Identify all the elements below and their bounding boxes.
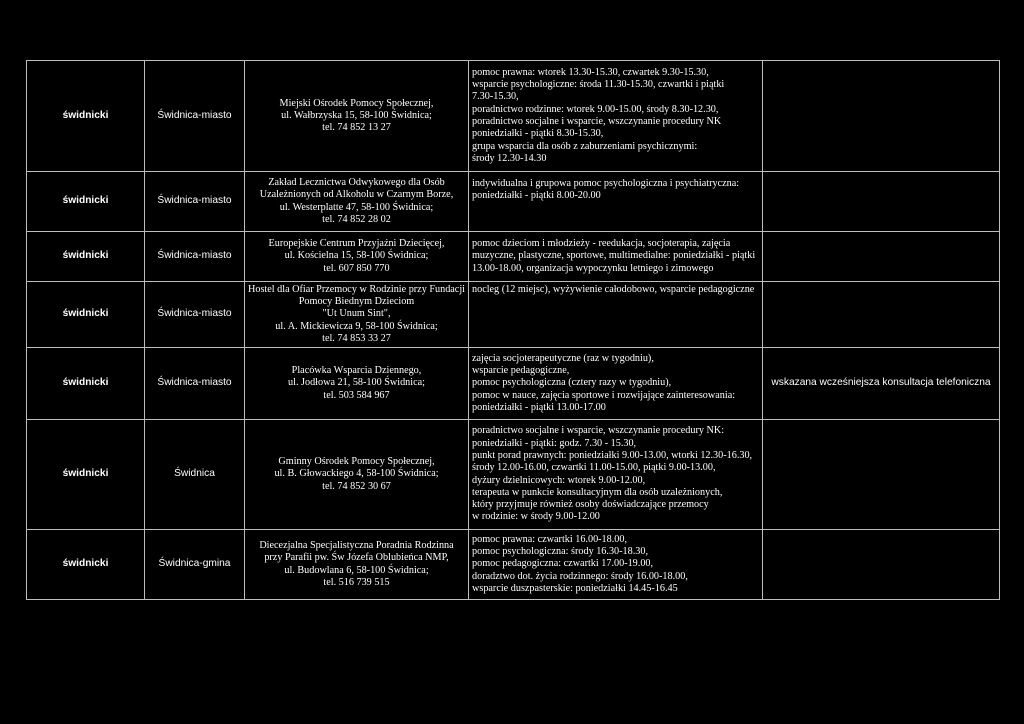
institution-line: Pomocy Biednym Dzieciom bbox=[298, 296, 415, 308]
offer-line: doradztwo dot. życia rodzinnego: środy 16.00-18.00, bbox=[472, 570, 688, 582]
powiat-cell: świdnicki bbox=[27, 61, 145, 172]
offer-line: poniedziałki - piątki 13.00-17.00 bbox=[472, 401, 606, 413]
powiat-cell: świdnicki bbox=[27, 530, 145, 600]
institution-line: Miejski Ośrodek Pomocy Społecznej, bbox=[279, 97, 434, 109]
table-row bbox=[27, 282, 1000, 348]
institution-line: Hostel dla Ofiar Przemocy w Rodzinie przy Fundacji bbox=[248, 283, 465, 295]
table-row bbox=[27, 420, 1000, 530]
offer-line: poradnictwo socjalne i wsparcie, wszczynanie procedury NK: bbox=[472, 425, 725, 437]
powiat-cell: świdnicki bbox=[27, 172, 145, 232]
gmina-cell: Świdnica-miasto bbox=[145, 61, 245, 172]
offer-line: 13.00-18.00, organizacja wypoczynku letniego i zimowego bbox=[472, 262, 714, 274]
offer-cell bbox=[469, 61, 763, 172]
institution-line: Europejskie Centrum Przyjaźni Dziecięcej, bbox=[268, 238, 445, 250]
notes-cell: wskazana wcześniejsza konsultacja telefoniczna bbox=[763, 348, 1000, 420]
offer-line: wsparcie pedagogiczne, bbox=[472, 365, 570, 377]
notes-cell bbox=[763, 172, 1000, 232]
institution-cell bbox=[245, 282, 469, 348]
institution-line: tel. 74 852 30 67 bbox=[322, 480, 391, 492]
notes-cell bbox=[763, 420, 1000, 530]
offer-cell bbox=[469, 530, 763, 600]
institution-line: ul. A. Mickiewicza 9, 58-100 Świdnica; bbox=[275, 320, 438, 332]
gmina-cell: Świdnica-miasto bbox=[145, 172, 245, 232]
offer-line: 7.30-15.30, bbox=[472, 91, 519, 103]
offer-line: pomoc psychologiczna (cztery razy w tygodniu), bbox=[472, 377, 672, 389]
institution-line: ul. Wałbrzyska 15, 58-100 Świdnica; bbox=[281, 109, 432, 121]
institution-line: tel. 503 584 967 bbox=[323, 389, 390, 401]
offer-line: indywidualna i grupowa pomoc psychologiczna i psychiatryczna: bbox=[472, 178, 740, 189]
powiat-cell: świdnicki bbox=[27, 232, 145, 282]
offer-line: pomoc psychologiczna: środy 16.30-18.30, bbox=[472, 546, 648, 558]
offer-line: wsparcie duszpasterskie: poniedziałki 14.45-16.45 bbox=[472, 582, 678, 594]
offer-line: środy 12.30-14.30 bbox=[472, 152, 547, 164]
offer-line: który przyjmuje również osoby doświadczające przemocy bbox=[472, 499, 709, 511]
offer-line: punkt porad prawnych: poniedziałki 9.00-13.00, wtorki 12.30-16.30, bbox=[472, 449, 753, 461]
offer-cell bbox=[469, 420, 763, 530]
institution-line: tel. 516 739 515 bbox=[323, 576, 390, 588]
offer-line: pomoc w nauce, zajęcia sportowe i rozwijające zainteresowania: bbox=[472, 389, 736, 401]
powiat-cell: świdnicki bbox=[27, 348, 145, 420]
offer-line: poniedziałki - piątki: godz. 7.30 - 15.30, bbox=[472, 437, 637, 449]
institution-line: "Ut Unum Sint", bbox=[322, 308, 391, 320]
institution-line: tel. 74 852 13 27 bbox=[322, 122, 391, 134]
offer-line: w rodzinie: w środy 9.00-12.00 bbox=[472, 511, 600, 523]
institution-line: Zakład Lecznictwa Odwykowego dla Osób bbox=[268, 176, 445, 188]
offer-line: poradnictwo socjalne i wsparcie, wszczynanie procedury NK bbox=[472, 116, 722, 127]
offer-line: zajęcia socjoterapeutyczne (raz w tygodniu), bbox=[472, 352, 654, 364]
institution-line: tel. 74 852 28 02 bbox=[322, 213, 391, 225]
institution-line: Uzależnionych od Alkoholu w Czarnym Borze, bbox=[259, 189, 454, 201]
institution-line: Placówka Wsparcia Dziennego, bbox=[291, 365, 422, 377]
institution-line: ul. Budowlana 6, 58-100 Świdnica; bbox=[284, 564, 429, 576]
gmina-cell: Świdnica-gmina bbox=[145, 530, 245, 600]
notes-cell bbox=[763, 530, 1000, 600]
offer-line: terapeuta w punkcie konsultacyjnym dla osób uzależnionych, bbox=[472, 486, 723, 498]
institution-line: ul. Westerplatte 47, 58-100 Świdnica; bbox=[279, 201, 434, 213]
institution-cell bbox=[245, 420, 469, 530]
table-row bbox=[27, 172, 1000, 232]
table-row bbox=[27, 61, 1000, 172]
offer-line: nocleg (12 miejsc), wyżywienie całodobowo, wsparcie pedagogiczne bbox=[472, 284, 755, 295]
offer-line: pomoc prawna: czwartki 16.00-18.00, bbox=[472, 533, 628, 545]
gmina-cell: Świdnica-miasto bbox=[145, 232, 245, 282]
table-body bbox=[27, 61, 1000, 600]
institution-cell bbox=[245, 348, 469, 420]
institution-line: ul. Kościelna 15, 58-100 Świdnica; bbox=[284, 250, 429, 262]
offer-line: dyżury dzielnicowych: wtorek 9.00-12.00, bbox=[472, 474, 646, 486]
institution-line: Gminny Ośrodek Pomocy Społecznej, bbox=[278, 456, 435, 468]
powiat-cell: świdnicki bbox=[27, 282, 145, 348]
offer-line: pomoc dzieciom i młodzieży - reedukacja, socjoterapia, zajęcia bbox=[472, 238, 731, 250]
powiat-cell: świdnicki bbox=[27, 420, 145, 530]
gmina-cell: Świdnica-miasto bbox=[145, 282, 245, 348]
gmina-cell: Świdnica-miasto bbox=[145, 348, 245, 420]
offer-line: grupa wsparcia dla osób z zaburzeniami psychicznymi: bbox=[472, 140, 698, 152]
offer-line: środy 12.00-16.00, czwartki 11.00-15.00, piątki 9.00-13.00, bbox=[472, 462, 716, 474]
institution-line: ul. B. Głowackiego 4, 58-100 Świdnica; bbox=[274, 468, 439, 480]
institution-line: przy Parafii pw. Św Józefa Oblubieńca NMP, bbox=[264, 552, 449, 564]
notes-cell bbox=[763, 61, 1000, 172]
institution-cell bbox=[245, 232, 469, 282]
offer-cell bbox=[469, 172, 763, 232]
institution-cell bbox=[245, 530, 469, 600]
offer-line: pomoc prawna: wtorek 13.30-15.30, czwartek 9.30-15.30, bbox=[472, 66, 709, 78]
gmina-cell: Świdnica bbox=[145, 420, 245, 530]
offer-line: wsparcie psychologiczne: środa 11.30-15.30, czwartki i piątki bbox=[472, 79, 725, 91]
table-row bbox=[27, 232, 1000, 282]
offer-line: poniedziałki - piątki 8.30-15.30, bbox=[472, 128, 604, 140]
institution-line: tel. 607 850 770 bbox=[323, 262, 390, 274]
offer-cell bbox=[469, 348, 763, 420]
institutions-table bbox=[26, 60, 1000, 600]
institution-cell bbox=[245, 172, 469, 232]
institution-cell bbox=[245, 61, 469, 172]
notes-cell bbox=[763, 282, 1000, 348]
offer-cell bbox=[469, 232, 763, 282]
table-row bbox=[27, 530, 1000, 600]
institution-line: Diecezjalna Specjalistyczna Poradnia Rodzinna bbox=[259, 539, 454, 551]
offer-cell bbox=[469, 282, 763, 348]
offer-line: pomoc pedagogiczna: czwartki 17.00-19.00, bbox=[472, 558, 654, 570]
offer-line: poradnictwo rodzinne: wtorek 9.00-15.00, środy 8.30-12.30, bbox=[472, 103, 719, 115]
table-row bbox=[27, 348, 1000, 420]
notes-cell bbox=[763, 232, 1000, 282]
offer-line: muzyczne, plastyczne, sportowe, multimedialne: poniedziałki - piątki bbox=[472, 250, 756, 262]
offer-line: poniedziałki - piątki 8.00-20.00 bbox=[472, 190, 601, 202]
institution-line: ul. Jodłowa 21, 58-100 Świdnica; bbox=[288, 377, 425, 389]
institution-line: tel. 74 853 33 27 bbox=[322, 332, 391, 344]
